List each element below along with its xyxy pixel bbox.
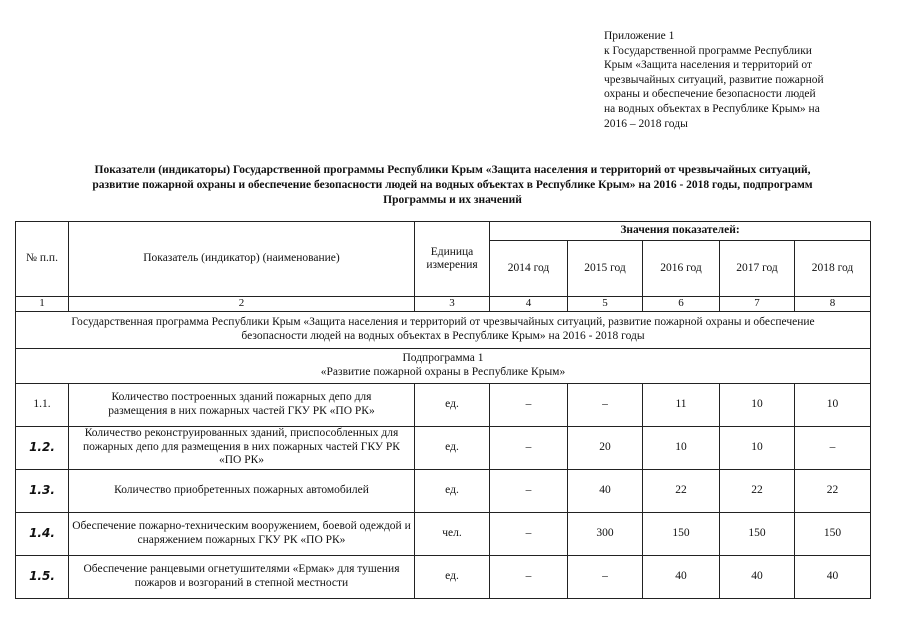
row-value: –	[568, 555, 643, 598]
header-year: 2014 год	[490, 241, 568, 297]
subprogram-name: «Развитие пожарной охраны в Республике Крым»	[320, 365, 566, 378]
title-line: Программы и их значений	[383, 194, 522, 206]
row-value: 10	[795, 383, 871, 426]
appendix-line: Крым «Защита населения и территорий от	[604, 59, 812, 72]
column-number: 1	[16, 297, 69, 312]
column-number: 2	[69, 297, 415, 312]
row-indicator: Обеспечение пожарно-техническим вооружением, боевой одеждой и снаряжением пожарных ГКУ РК «ПО РК»	[69, 512, 415, 555]
header-year: 2017 год	[720, 241, 795, 297]
row-value: 10	[643, 426, 720, 469]
row-unit: ед.	[415, 383, 490, 426]
header-year: 2016 год	[643, 241, 720, 297]
row-indicator: Количество приобретенных пожарных автомобилей	[69, 469, 415, 512]
column-number: 5	[568, 297, 643, 312]
appendix-line: Приложение 1	[604, 30, 675, 42]
document-title	[10, 163, 895, 208]
row-value: –	[795, 426, 871, 469]
header-year: 2015 год	[568, 241, 643, 297]
row-value: 20	[568, 426, 643, 469]
indicators-table	[15, 221, 871, 599]
appendix-note	[604, 29, 874, 131]
row-value: 40	[568, 469, 643, 512]
appendix-line: чрезвычайных ситуаций, развитие пожарной	[604, 73, 824, 86]
row-num: 1.3.	[16, 469, 69, 512]
table-row	[16, 469, 871, 512]
row-value: 10	[720, 426, 795, 469]
appendix-line: к Государственной программе Республики	[604, 44, 812, 57]
header-unit: Единица измерения	[415, 222, 490, 297]
row-num: 1.4.	[16, 512, 69, 555]
row-value: 40	[643, 555, 720, 598]
header-year: 2018 год	[795, 241, 871, 297]
table-row	[16, 555, 871, 598]
row-value: –	[490, 383, 568, 426]
row-value: 22	[643, 469, 720, 512]
row-value: –	[490, 512, 568, 555]
row-value: –	[490, 555, 568, 598]
table-row	[16, 383, 871, 426]
row-value: 150	[643, 512, 720, 555]
title-line: Показатели (индикаторы) Государственной программы Республики Крым «Защита населения и территорий от чрезвычайных ситуаций,	[94, 164, 811, 176]
column-number: 3	[415, 297, 490, 312]
row-value: 22	[795, 469, 871, 512]
row-value: 22	[720, 469, 795, 512]
row-value: –	[568, 383, 643, 426]
row-indicator: Количество реконструированных зданий, приспособленных для пожарных депо для размещения в них пожарных частей ГКУ РК «ПО РК»	[69, 426, 415, 469]
row-value: 150	[795, 512, 871, 555]
row-unit: ед.	[415, 426, 490, 469]
row-indicator: Обеспечение ранцевыми огнетушителями «Ермак» для тушения пожаров и возгораний в степной местности	[69, 555, 415, 598]
table-row	[16, 512, 871, 555]
header-num: № п.п.	[16, 222, 69, 297]
row-num: 1.5.	[16, 555, 69, 598]
column-number: 8	[795, 297, 871, 312]
column-number: 7	[720, 297, 795, 312]
row-value: 40	[795, 555, 871, 598]
row-value: –	[490, 426, 568, 469]
row-num: 1.1.	[16, 383, 69, 426]
column-number: 6	[643, 297, 720, 312]
row-value: 150	[720, 512, 795, 555]
title-line: развитие пожарной охраны и обеспечение безопасности людей на водных объектах в Республике Крым» на 2016 - 2018 годы, подпрограмм	[92, 179, 813, 191]
row-value: 11	[643, 383, 720, 426]
subprogram-row	[16, 348, 871, 383]
row-indicator: Количество построенных зданий пожарных депо для размещения в них пожарных частей ГКУ РК «ПО РК»	[69, 383, 415, 426]
header-indicator: Показатель (индикатор) (наименование)	[69, 222, 415, 297]
program-row: Государственная программа Республики Крым «Защита населения и территорий от чрезвычайных ситуаций, развитие пожарной охраны и обеспечение безопасности людей на водных объектах в Республике Крым» на 2016 - 2018 годы	[16, 311, 871, 348]
row-num: 1.2.	[16, 426, 69, 469]
row-value: 300	[568, 512, 643, 555]
row-value: 40	[720, 555, 795, 598]
appendix-line: на водных объектах в Республике Крым» на	[604, 102, 820, 115]
row-value: 10	[720, 383, 795, 426]
appendix-line: 2016 – 2018 годы	[604, 117, 688, 130]
header-values-group: Значения показателей:	[490, 222, 871, 241]
table-row	[16, 426, 871, 469]
row-unit: чел.	[415, 512, 490, 555]
appendix-line: охраны и обеспечение безопасности людей	[604, 88, 816, 101]
row-value: –	[490, 469, 568, 512]
row-unit: ед.	[415, 555, 490, 598]
subprogram-title: Подпрограмма 1	[402, 352, 484, 364]
column-number: 4	[490, 297, 568, 312]
row-unit: ед.	[415, 469, 490, 512]
